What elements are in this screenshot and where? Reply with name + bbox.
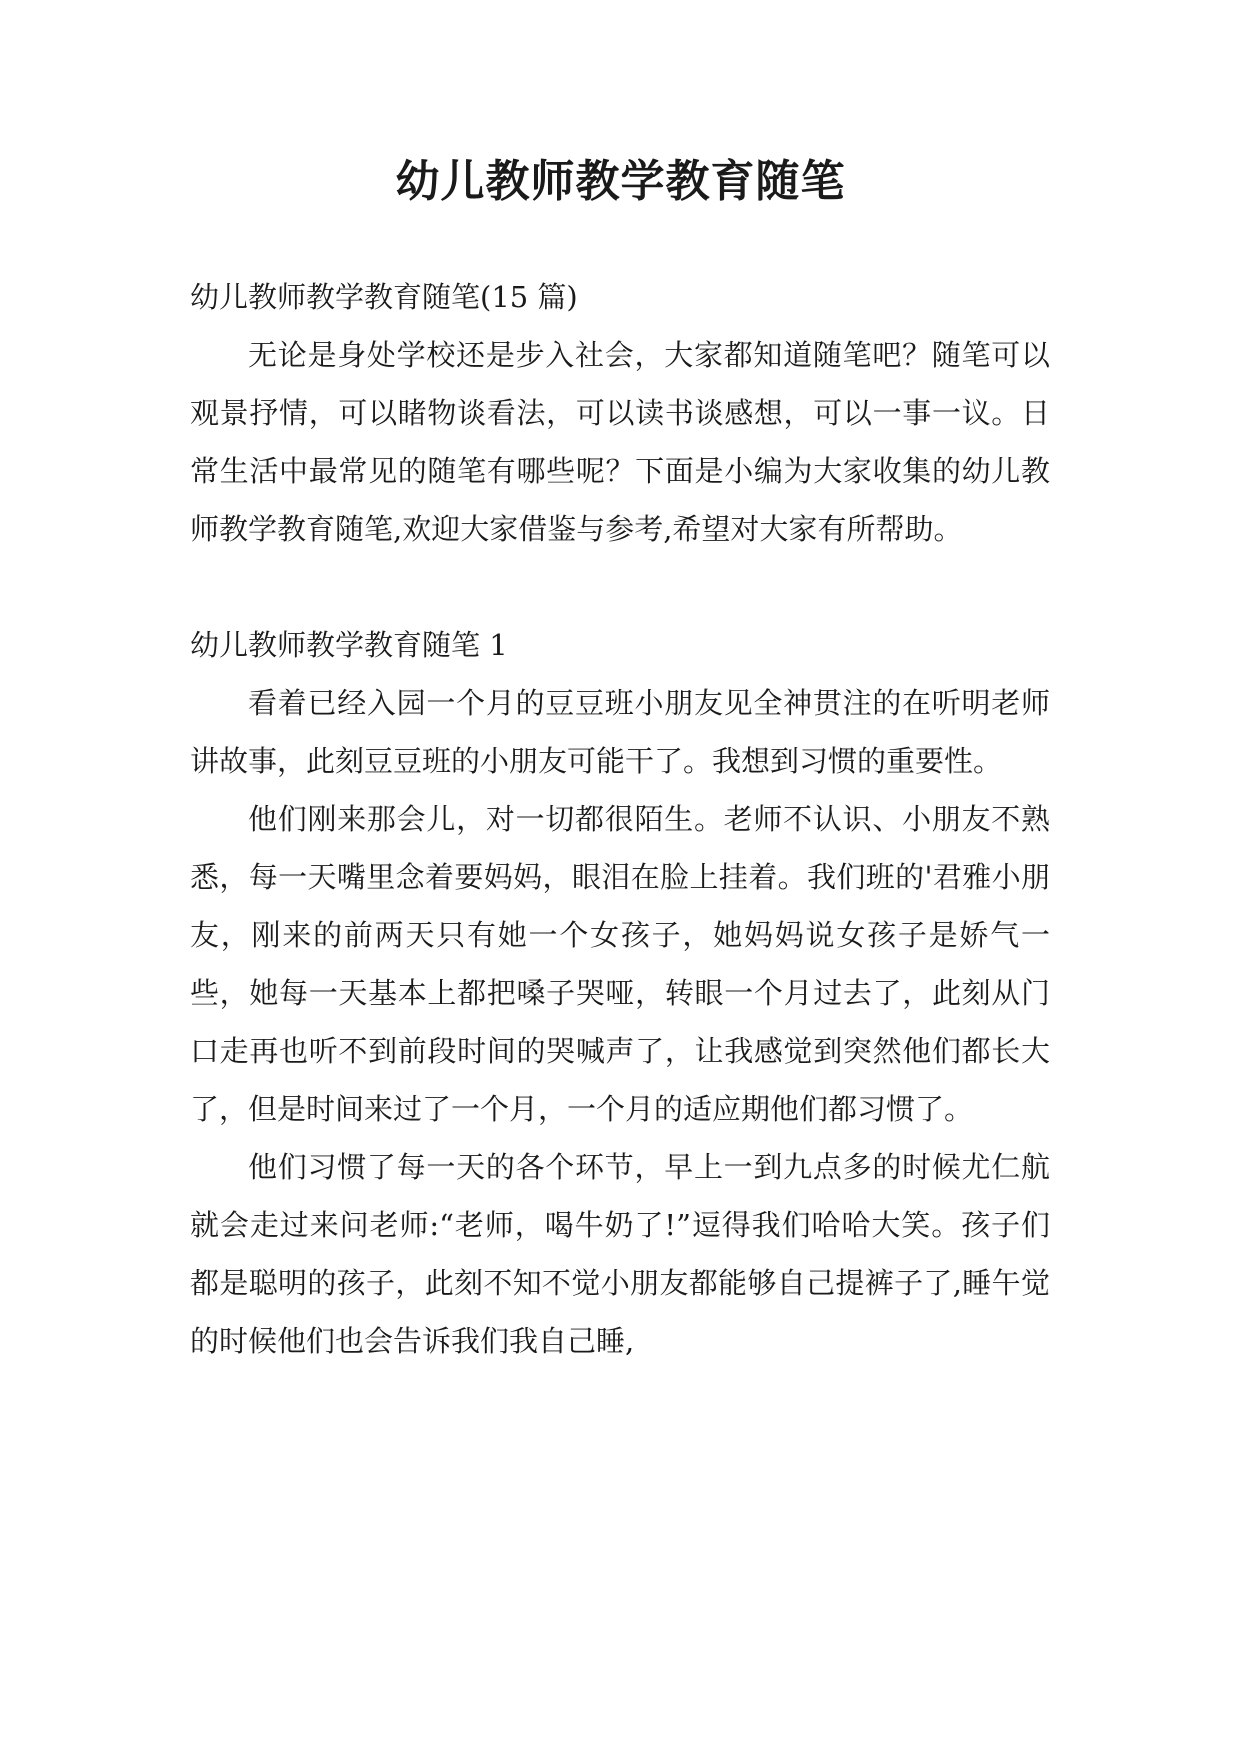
section-spacer — [190, 558, 1050, 616]
body-paragraph: 他们刚来那会儿，对一切都很陌生。老师不认识、小朋友不熟悉，每一天嘴里念着要妈妈，眼泪在脸上挂着。我们班的'君雅小朋友，刚来的前两天只有她一个女孩子，她妈妈说女孩子是娇气一些，她每一天基本上都把嗓子哭哑，转眼一个月过去了，此刻从门口走再也听不到前段时间的哭喊声了，让我感觉到突然他们都长大了，但是时间来过了一个月，一个月的适应期他们都习惯了。 — [190, 802, 1050, 1126]
document-title: 幼儿教师教学教育随笔 — [395, 156, 846, 207]
body-paragraph: 看着已经入园一个月的豆豆班小朋友见全神贯注的在听明老师讲故事，此刻豆豆班的小朋友可能干了。我想到习惯的重要性。 — [190, 686, 1050, 778]
section-heading: 幼儿教师教学教育随笔 1 — [190, 628, 508, 662]
intro-paragraph: 无论是身处学校还是步入社会，大家都知道随笔吧？随笔可以观景抒情，可以睹物谈看法，可以读书谈感想，可以一事一议。日常生活中最常见的随笔有哪些呢？下面是小编为大家收集的幼儿教师教学教育随笔,欢迎大家借鉴与参考,希望对大家有所帮助。 — [190, 338, 1050, 546]
body-paragraph: 他们习惯了每一天的各个环节，早上一到九点多的时候尤仁航就会走过来问老师:“老师，喝牛奶了!”逗得我们哈哈大笑。孩子们都是聪明的孩子，此刻不知不觉小朋友都能够自己提裤子了,睡午觉的时候他们也会告诉我们我自己睡, — [190, 1150, 1050, 1358]
document-body — [190, 268, 1050, 1370]
document-subtitle: 幼儿教师教学教育随笔(15 篇) — [190, 280, 578, 314]
